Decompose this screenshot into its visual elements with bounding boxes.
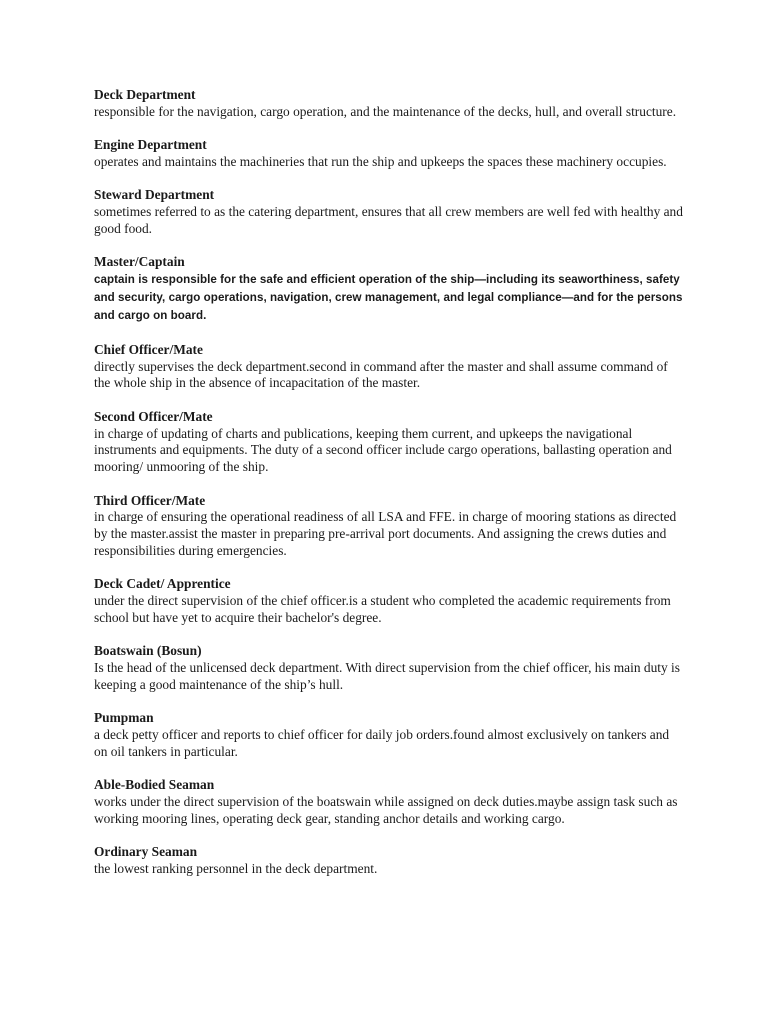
entry-title: Second Officer/Mate: [94, 408, 213, 424]
entry-text: the lowest ranking personnel in the deck department.: [94, 861, 378, 877]
entry-title: Engine Department: [94, 137, 207, 153]
document-page: [94, 87, 684, 894]
entry-pumpman: [94, 710, 684, 760]
entry-text: in charge of updating of charts and publications, keeping them current, and upkeeps the navigational instruments and equipments. The duty of a second officer include cargo operations, ballasting operation and mooring/ unmooring of the ship.: [94, 425, 672, 475]
entry-text: sometimes referred to as the catering department, ensures that all crew members are well fed with healthy and good food.: [94, 204, 683, 236]
entry-text: responsible for the navigation, cargo operation, and the maintenance of the decks, hull, and overall structure.: [94, 103, 677, 119]
entry-title: Steward Department: [94, 187, 215, 203]
entry-title: Able-Bodied Seaman: [94, 777, 215, 793]
entry-chief-officer: [94, 342, 684, 392]
entry-engine-department: [94, 137, 684, 171]
entry-text: a deck petty officer and reports to chief officer for daily job orders.found almost exclusively on tankers and on oil tankers in particular.: [94, 727, 670, 759]
entry-text: operates and maintains the machineries that run the ship and upkeeps the spaces these machinery occupies.: [94, 153, 667, 169]
entry-title: Master/Captain: [94, 254, 185, 270]
entry-ordinary-seaman: [94, 844, 684, 878]
entry-able-bodied-seaman: [94, 777, 684, 827]
entry-title: Deck Cadet/ Apprentice: [94, 576, 231, 592]
entry-steward-department: [94, 187, 684, 237]
entry-master-captain: [94, 254, 684, 325]
entry-title: Boatswain (Bosun): [94, 643, 202, 659]
entry-text: Is the head of the unlicensed deck department. With direct supervision from the chief officer, his main duty is keeping a good maintenance of the ship’s hull.: [94, 660, 680, 692]
entry-title: Chief Officer/Mate: [94, 341, 203, 357]
entry-text: works under the direct supervision of the boatswain while assigned on deck duties.maybe assign task such as working mooring lines, operating deck gear, standing anchor details and working cargo.: [94, 794, 678, 826]
entry-title: Deck Department: [94, 87, 196, 102]
entry-title: Ordinary Seaman: [94, 844, 198, 860]
entry-text: directly supervises the deck department.second in command after the master and shall assume command of the whole ship in the absence of incapacitation of the master.: [94, 358, 668, 391]
entry-second-officer: [94, 409, 684, 476]
entry-title: Pumpman: [94, 710, 154, 726]
entry-title: Third Officer/Mate: [94, 492, 206, 508]
entry-text: in charge of ensuring the operational readiness of all LSA and FFE. in charge of mooring stations as directed by the master.assist the master in preparing pre-arrival port documents. And assigning the crews duties and responsibilities during emergencies.: [94, 509, 677, 558]
entry-text: under the direct supervision of the chief officer.is a student who completed the academic requirements from school but have yet to acquire their bachelor's degree.: [94, 593, 671, 625]
entry-deck-department: [94, 87, 684, 121]
entry-text: captain is responsible for the safe and efficient operation of the ship—including its seaworthiness, safety and security, cargo operations, navigation, crew management, and legal compliance—and for the persons and cargo on board.: [94, 273, 683, 323]
entry-deck-cadet: [94, 576, 684, 626]
entry-third-officer: [94, 493, 684, 560]
entry-boatswain: [94, 643, 684, 693]
